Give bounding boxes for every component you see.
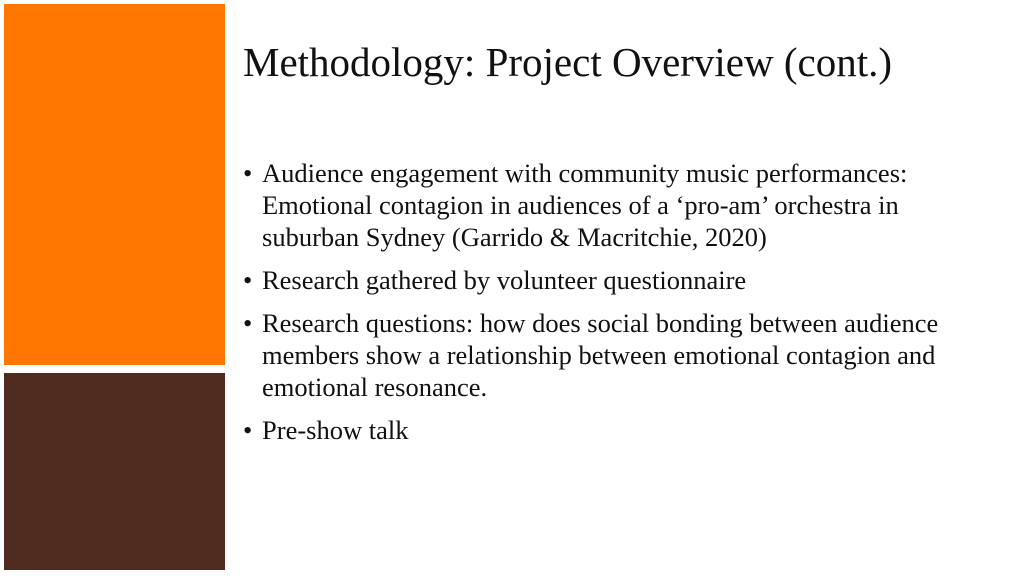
- bullet-text: Pre-show talk: [262, 415, 409, 445]
- brown-accent-block: [4, 373, 225, 570]
- bullet-dot-icon: •: [243, 415, 253, 445]
- bullet-text: Research gathered by volunteer questionnaire: [262, 265, 747, 295]
- bullet-list: [243, 157, 963, 457]
- bullet-item: [243, 264, 963, 296]
- bullet-item: [243, 307, 963, 403]
- bullet-dot-icon: •: [243, 308, 253, 338]
- bullet-dot-icon: •: [243, 158, 253, 188]
- bullet-dot-icon: •: [243, 265, 253, 295]
- slide-title: Methodology: Project Overview (cont.): [243, 39, 893, 85]
- orange-accent-block: [4, 4, 225, 365]
- bullet-text: Audience engagement with community music performances: Emotional contagion in audiences of a ‘pro-am’ orchestra in suburban Sydney (Garrido & Macritchie, 2020): [262, 158, 908, 252]
- bullet-item: [243, 157, 963, 253]
- bullet-text: Research questions: how does social bonding between audience members show a relationship between emotional contagion and emotional resonance.: [262, 308, 939, 402]
- bullet-item: [243, 414, 963, 446]
